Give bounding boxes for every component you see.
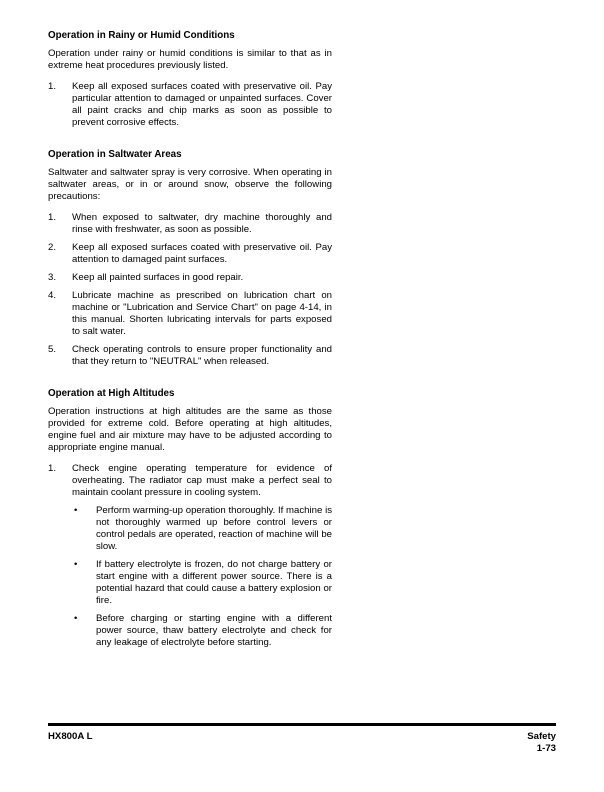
footer-page-number: 1-73	[536, 743, 556, 754]
section-heading: Operation in Rainy or Humid Conditions	[48, 30, 235, 41]
page-content	[48, 30, 332, 669]
list-item	[48, 290, 332, 338]
list-number: 3.	[48, 272, 57, 283]
section-intro: Operation instructions at high altitudes are the same as those provided for extreme cold. Before operating at high altitudes, engine fuel and air mixture may have to be adjusted according to appropriate engine manual.	[48, 406, 332, 453]
list-number: 2.	[48, 242, 57, 253]
list-item-text: Lubricate machine as prescribed on lubrication chart on machine or "Lubrication and Service Chart" on page 4-14, in this manual. Shorten lubricating intervals for parts exposed to salt water.	[72, 290, 332, 337]
numbered-list	[48, 212, 332, 368]
bullet-list	[72, 505, 332, 649]
list-item-text: Check operating controls to ensure proper functionality and that they return to "NEUTRAL" when released.	[72, 344, 332, 367]
bullet-item-text: If battery electrolyte is frozen, do not charge battery or start engine with a different power source. There is a potential hazard that could cause a battery explosion or fire.	[96, 559, 332, 606]
list-item-text: Keep all exposed surfaces coated with preservative oil. Pay attention to damaged paint surfaces.	[72, 242, 332, 265]
numbered-list	[48, 463, 332, 649]
footer-section-name: Safety	[527, 731, 556, 742]
numbered-list	[48, 81, 332, 129]
list-number: 1.	[48, 212, 57, 223]
list-item-text: Keep all painted surfaces in good repair.	[72, 272, 244, 283]
list-item	[48, 81, 332, 129]
section-saltwater	[48, 149, 332, 368]
list-number: 1.	[48, 463, 57, 474]
list-number: 5.	[48, 344, 57, 355]
list-item	[48, 344, 332, 368]
list-item-text: Keep all exposed surfaces coated with preservative oil. Pay particular attention to damaged or unpainted surfaces. Cover all paint cracks and chip marks as soon as possible to prevent corrosive effects.	[72, 81, 332, 128]
list-item-text: Check engine operating temperature for evidence of overheating. The radiator cap must make a perfect seal to maintain coolant pressure in cooling system.	[72, 463, 332, 498]
section-high-altitudes	[48, 388, 332, 649]
footer-page-info	[527, 731, 556, 755]
list-item	[48, 242, 332, 266]
section-rainy-humid	[48, 30, 332, 129]
list-item	[48, 463, 332, 649]
section-heading: Operation at High Altitudes	[48, 388, 175, 399]
bullet-item	[72, 559, 332, 607]
bullet-icon: •	[74, 559, 78, 570]
list-item	[48, 212, 332, 236]
section-intro: Saltwater and saltwater spray is very corrosive. When operating in saltwater areas, or in or around snow, observe the following precautions:	[48, 167, 332, 202]
bullet-icon: •	[74, 505, 78, 516]
bullet-icon: •	[74, 613, 78, 624]
bullet-item	[72, 613, 332, 649]
list-item-text: When exposed to saltwater, dry machine thoroughly and rinse with freshwater, as soon as possible.	[72, 212, 332, 235]
bullet-item-text: Before charging or starting engine with a different power source, thaw battery electrolyte and check for any leakage of electrolyte before starting.	[96, 613, 332, 648]
bullet-item-text: Perform warming-up operation thoroughly. If machine is not thoroughly warmed up before control levers or control pedals are operated, reaction of machine will be slow.	[96, 505, 332, 552]
footer-divider	[48, 723, 556, 726]
list-number: 1.	[48, 81, 57, 92]
section-intro: Operation under rainy or humid conditions is similar to that as in extreme heat procedures previously listed.	[48, 48, 332, 71]
section-heading: Operation in Saltwater Areas	[48, 149, 182, 160]
list-number: 4.	[48, 290, 57, 301]
footer-model: HX800A L	[48, 731, 93, 742]
bullet-item	[72, 505, 332, 553]
list-item	[48, 272, 332, 284]
